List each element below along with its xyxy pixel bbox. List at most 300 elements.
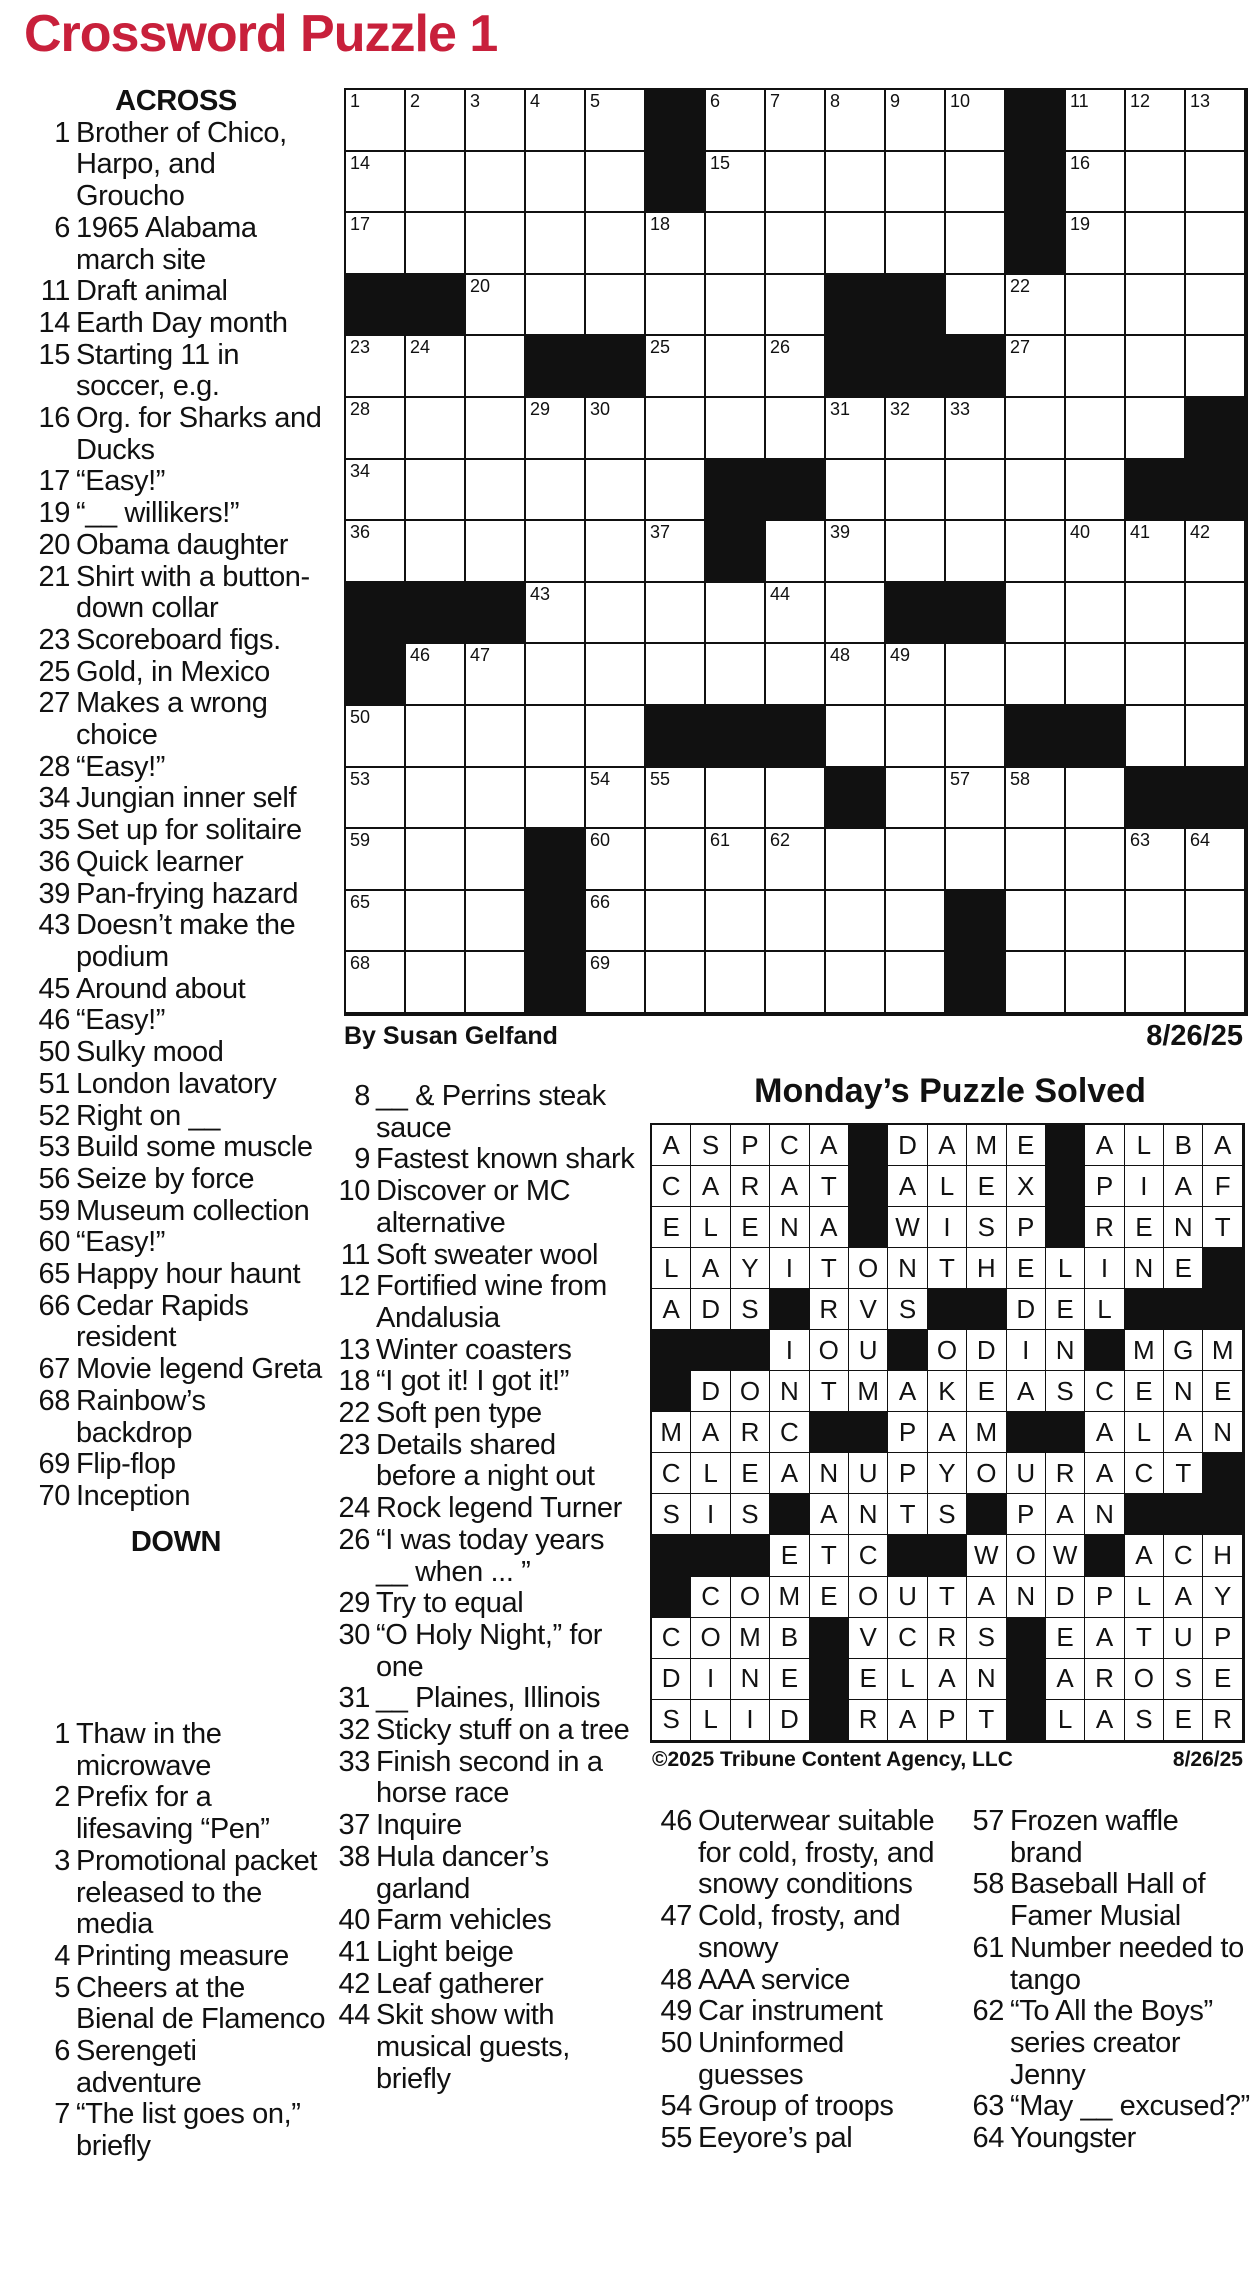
- grid-cell[interactable]: [346, 891, 406, 953]
- grid-cell[interactable]: [1066, 583, 1126, 645]
- grid-cell[interactable]: [766, 952, 826, 1014]
- grid-cell[interactable]: [946, 644, 1006, 706]
- down-clue[interactable]: [326, 1398, 636, 1430]
- grid-cell[interactable]: [1006, 891, 1066, 953]
- grid-cell[interactable]: [1006, 275, 1066, 337]
- solved-black-square: [849, 1207, 888, 1248]
- grid-cell[interactable]: [1186, 952, 1246, 1014]
- grid-cell[interactable]: [766, 275, 826, 337]
- grid-cell[interactable]: [1066, 213, 1126, 275]
- grid-cell[interactable]: [706, 768, 766, 830]
- grid-cell[interactable]: [346, 706, 406, 768]
- grid-cell[interactable]: [1006, 583, 1066, 645]
- grid-cell[interactable]: [1066, 275, 1126, 337]
- cell-number: 4: [530, 91, 541, 111]
- down-clue[interactable]: [326, 1620, 636, 1683]
- clue-text: Starting 11 in soccer, e.g.: [76, 338, 240, 403]
- grid-cell[interactable]: [586, 829, 646, 891]
- across-clue[interactable]: [26, 1354, 326, 1386]
- down-clue[interactable]: [26, 1941, 326, 1973]
- grid-cell[interactable]: [466, 336, 526, 398]
- grid-cell[interactable]: [646, 891, 706, 953]
- down-clue[interactable]: [648, 2123, 953, 2155]
- across-clue[interactable]: [26, 625, 326, 657]
- grid-cell[interactable]: [526, 583, 586, 645]
- down-clue[interactable]: [326, 1144, 636, 1176]
- down-clue[interactable]: [648, 1996, 953, 2028]
- across-clue[interactable]: [26, 1196, 326, 1228]
- grid-cell[interactable]: [826, 213, 886, 275]
- down-clue[interactable]: [960, 1869, 1250, 1932]
- grid-cell[interactable]: [466, 213, 526, 275]
- grid-cell[interactable]: [886, 768, 946, 830]
- down-clue[interactable]: [648, 2028, 953, 2091]
- grid-cell[interactable]: [586, 644, 646, 706]
- grid-cell[interactable]: [766, 152, 826, 214]
- solved-letter: E: [1203, 1659, 1242, 1700]
- grid-cell[interactable]: [826, 706, 886, 768]
- grid-cell[interactable]: [1066, 521, 1126, 583]
- cell-number: 59: [350, 830, 371, 851]
- grid-cell[interactable]: [946, 460, 1006, 522]
- grid-cell[interactable]: [346, 90, 406, 152]
- grid-cell[interactable]: [1126, 829, 1186, 891]
- grid-cell[interactable]: [466, 644, 526, 706]
- grid-cell[interactable]: [886, 952, 946, 1014]
- solved-black-square: [652, 1371, 691, 1412]
- across-clue[interactable]: [26, 276, 326, 308]
- clue-number: 29: [338, 1587, 370, 1620]
- down-clue[interactable]: [326, 1493, 636, 1525]
- cell-number: 22: [1010, 275, 1031, 296]
- grid-cell[interactable]: [946, 706, 1006, 768]
- grid-cell[interactable]: [706, 90, 766, 152]
- cell-number: 26: [770, 337, 791, 358]
- grid-cell[interactable]: [466, 521, 526, 583]
- grid-cell[interactable]: [1126, 213, 1186, 275]
- down-clue[interactable]: [326, 1366, 636, 1398]
- grid-cell[interactable]: [466, 460, 526, 522]
- down-clue[interactable]: [960, 2123, 1250, 2155]
- grid-cell[interactable]: [466, 952, 526, 1014]
- grid-cell[interactable]: [886, 460, 946, 522]
- grid-cell[interactable]: [886, 213, 946, 275]
- solved-letter: E: [770, 1659, 809, 1700]
- clue-text: Rock legend Turner: [376, 1492, 622, 1525]
- down-clue[interactable]: [26, 1782, 326, 1845]
- grid-cell[interactable]: [406, 460, 466, 522]
- grid-cell[interactable]: [1186, 706, 1246, 768]
- across-clue[interactable]: [26, 562, 326, 625]
- across-clue[interactable]: [26, 1005, 326, 1037]
- grid-cell[interactable]: [1186, 275, 1246, 337]
- down-clue[interactable]: [26, 1719, 326, 1782]
- grid-cell[interactable]: [766, 768, 826, 830]
- grid-cell[interactable]: [1066, 768, 1126, 830]
- grid-cell[interactable]: [706, 891, 766, 953]
- grid-cell[interactable]: [1066, 644, 1126, 706]
- grid-cell[interactable]: [526, 152, 586, 214]
- solved-letter: A: [691, 1166, 730, 1207]
- down-clue[interactable]: [326, 1905, 636, 1937]
- grid-cell[interactable]: [1186, 829, 1246, 891]
- grid-cell[interactable]: [406, 891, 466, 953]
- grid-cell[interactable]: [1126, 583, 1186, 645]
- grid-cell[interactable]: [466, 891, 526, 953]
- grid-cell[interactable]: [406, 336, 466, 398]
- grid-cell[interactable]: [466, 275, 526, 337]
- across-clue[interactable]: [26, 815, 326, 847]
- across-clue[interactable]: [26, 1449, 326, 1481]
- across-clue[interactable]: [26, 688, 326, 751]
- across-clue[interactable]: [26, 974, 326, 1006]
- across-clue[interactable]: [26, 1132, 326, 1164]
- grid-cell[interactable]: [586, 460, 646, 522]
- grid-cell[interactable]: [886, 521, 946, 583]
- grid-cell[interactable]: [526, 275, 586, 337]
- grid-cell[interactable]: [886, 706, 946, 768]
- grid-cell[interactable]: [946, 213, 1006, 275]
- grid-cell[interactable]: [406, 521, 466, 583]
- clue-number: 5: [54, 1971, 70, 2004]
- down-clue[interactable]: [326, 1240, 636, 1272]
- grid-cell[interactable]: [1006, 644, 1066, 706]
- grid-cell[interactable]: [406, 213, 466, 275]
- down-clue[interactable]: [648, 1901, 953, 1964]
- grid-cell[interactable]: [1006, 521, 1066, 583]
- grid-cell[interactable]: [886, 829, 946, 891]
- grid-cell[interactable]: [466, 829, 526, 891]
- solved-letter: E: [1046, 1289, 1085, 1330]
- grid-cell[interactable]: [766, 583, 826, 645]
- clue-number: 10: [338, 1175, 370, 1208]
- grid-cell[interactable]: [586, 521, 646, 583]
- down-clue[interactable]: [648, 1965, 953, 1997]
- clue-text: “Easy!”: [76, 1004, 166, 1037]
- grid-cell[interactable]: [586, 398, 646, 460]
- grid-cell[interactable]: [706, 213, 766, 275]
- grid-cell[interactable]: [346, 768, 406, 830]
- grid-cell[interactable]: [1006, 398, 1066, 460]
- grid-cell[interactable]: [1186, 644, 1246, 706]
- grid-cell[interactable]: [646, 275, 706, 337]
- grid-cell[interactable]: [646, 768, 706, 830]
- grid-cell[interactable]: [706, 952, 766, 1014]
- grid-cell[interactable]: [1186, 152, 1246, 214]
- grid-cell[interactable]: [826, 952, 886, 1014]
- grid-cell[interactable]: [1186, 90, 1246, 152]
- grid-cell[interactable]: [1126, 644, 1186, 706]
- grid-cell[interactable]: [646, 398, 706, 460]
- grid-cell[interactable]: [766, 398, 826, 460]
- grid-cell[interactable]: [1126, 952, 1186, 1014]
- solved-letter: D: [967, 1330, 1006, 1371]
- across-clue[interactable]: [26, 1481, 326, 1513]
- grid-cell[interactable]: [466, 152, 526, 214]
- across-clue[interactable]: [26, 340, 326, 403]
- grid-cell[interactable]: [1006, 768, 1066, 830]
- crossword-grid[interactable]: [344, 88, 1248, 1016]
- grid-cell[interactable]: [886, 90, 946, 152]
- grid-cell[interactable]: [706, 275, 766, 337]
- grid-cell[interactable]: [526, 398, 586, 460]
- grid-cell[interactable]: [526, 213, 586, 275]
- down-clue[interactable]: [960, 1996, 1250, 2091]
- grid-cell[interactable]: [346, 460, 406, 522]
- grid-cell[interactable]: [406, 398, 466, 460]
- grid-cell[interactable]: [346, 398, 406, 460]
- grid-cell[interactable]: [1126, 521, 1186, 583]
- grid-cell[interactable]: [946, 152, 1006, 214]
- grid-cell[interactable]: [826, 152, 886, 214]
- grid-cell[interactable]: [1006, 460, 1066, 522]
- grid-cell[interactable]: [466, 90, 526, 152]
- grid-cell[interactable]: [406, 152, 466, 214]
- down-clue[interactable]: [326, 1747, 636, 1810]
- down-clue[interactable]: [326, 1525, 636, 1588]
- grid-cell[interactable]: [1066, 829, 1126, 891]
- down-clue[interactable]: [326, 1969, 636, 2001]
- grid-cell[interactable]: [346, 952, 406, 1014]
- down-clue[interactable]: [326, 1715, 636, 1747]
- clue-number: 64: [972, 2122, 1004, 2155]
- grid-cell[interactable]: [1126, 275, 1186, 337]
- clue-number: 63: [972, 2090, 1004, 2123]
- grid-cell[interactable]: [1066, 952, 1126, 1014]
- grid-cell[interactable]: [646, 213, 706, 275]
- down-clue[interactable]: [326, 1081, 636, 1144]
- grid-cell[interactable]: [1006, 829, 1066, 891]
- solved-letter: L: [928, 1166, 967, 1207]
- down-clue[interactable]: [326, 1842, 636, 1905]
- clue-text: London lavatory: [76, 1067, 277, 1100]
- across-clue[interactable]: [26, 1227, 326, 1259]
- grid-cell[interactable]: [526, 90, 586, 152]
- grid-cell[interactable]: [826, 829, 886, 891]
- across-clue[interactable]: [26, 879, 326, 911]
- grid-cell[interactable]: [946, 768, 1006, 830]
- grid-cell[interactable]: [946, 521, 1006, 583]
- grid-cell[interactable]: [766, 336, 826, 398]
- across-clue[interactable]: [26, 1069, 326, 1101]
- across-clue[interactable]: [26, 1101, 326, 1133]
- down-clue[interactable]: [648, 1806, 953, 1901]
- grid-cell[interactable]: [826, 583, 886, 645]
- grid-cell[interactable]: [706, 583, 766, 645]
- clue-text: Leaf gatherer: [376, 1967, 544, 2000]
- clue-text: “Easy!”: [76, 750, 166, 783]
- across-clue[interactable]: [26, 783, 326, 815]
- grid-cell[interactable]: [406, 768, 466, 830]
- grid-cell[interactable]: [526, 706, 586, 768]
- grid-cell[interactable]: [826, 521, 886, 583]
- grid-cell[interactable]: [1186, 521, 1246, 583]
- across-clue[interactable]: [26, 530, 326, 562]
- clue-number: 7: [54, 2098, 70, 2131]
- grid-cell[interactable]: [946, 275, 1006, 337]
- grid-cell[interactable]: [1186, 891, 1246, 953]
- across-clue[interactable]: [26, 1386, 326, 1449]
- clue-number: 44: [338, 1999, 370, 2032]
- grid-cell[interactable]: [1066, 152, 1126, 214]
- grid-cell[interactable]: [1126, 336, 1186, 398]
- down-clue[interactable]: [26, 2036, 326, 2099]
- grid-cell[interactable]: [646, 583, 706, 645]
- down-clue[interactable]: [326, 1176, 636, 1239]
- grid-cell[interactable]: [1066, 398, 1126, 460]
- grid-cell[interactable]: [706, 398, 766, 460]
- grid-cell[interactable]: [826, 460, 886, 522]
- grid-cell[interactable]: [1066, 891, 1126, 953]
- grid-cell[interactable]: [826, 644, 886, 706]
- grid-cell[interactable]: [586, 213, 646, 275]
- solved-letter: E: [1125, 1207, 1164, 1248]
- grid-cell[interactable]: [586, 583, 646, 645]
- grid-cell[interactable]: [346, 829, 406, 891]
- grid-cell[interactable]: [766, 829, 826, 891]
- grid-cell[interactable]: [1126, 90, 1186, 152]
- grid-cell[interactable]: [1066, 90, 1126, 152]
- grid-cell[interactable]: [586, 706, 646, 768]
- grid-cell[interactable]: [1066, 460, 1126, 522]
- grid-cell[interactable]: [1006, 952, 1066, 1014]
- grid-cell[interactable]: [1186, 336, 1246, 398]
- down-clue[interactable]: [960, 1933, 1250, 1996]
- grid-cell[interactable]: [1126, 398, 1186, 460]
- grid-cell[interactable]: [826, 90, 886, 152]
- grid-cell[interactable]: [346, 521, 406, 583]
- grid-cell[interactable]: [766, 891, 826, 953]
- grid-cell[interactable]: [346, 213, 406, 275]
- grid-cell[interactable]: [1186, 583, 1246, 645]
- grid-cell[interactable]: [706, 152, 766, 214]
- grid-cell[interactable]: [766, 90, 826, 152]
- clue-text: Soft pen type: [376, 1397, 542, 1430]
- grid-cell[interactable]: [1186, 213, 1246, 275]
- grid-cell[interactable]: [1126, 891, 1186, 953]
- grid-cell[interactable]: [946, 90, 1006, 152]
- across-clue[interactable]: [26, 213, 326, 276]
- down-clue[interactable]: [26, 1973, 326, 2036]
- solved-letter: W: [888, 1207, 927, 1248]
- grid-cell[interactable]: [886, 891, 946, 953]
- grid-cell[interactable]: [646, 829, 706, 891]
- solved-letter: T: [888, 1494, 927, 1535]
- across-clue[interactable]: [26, 1259, 326, 1291]
- across-clue[interactable]: [26, 466, 326, 498]
- grid-cell[interactable]: [406, 644, 466, 706]
- across-clue[interactable]: [26, 752, 326, 784]
- grid-cell[interactable]: [406, 829, 466, 891]
- across-clue[interactable]: [26, 1291, 326, 1354]
- grid-cell[interactable]: [526, 460, 586, 522]
- grid-cell[interactable]: [706, 336, 766, 398]
- grid-cell[interactable]: [886, 398, 946, 460]
- solved-letter: I: [731, 1700, 770, 1741]
- grid-cell[interactable]: [586, 768, 646, 830]
- across-clue[interactable]: [26, 1164, 326, 1196]
- grid-cell[interactable]: [466, 768, 526, 830]
- down-clue[interactable]: [326, 1683, 636, 1715]
- across-clue[interactable]: [26, 498, 326, 530]
- grid-cell[interactable]: [586, 952, 646, 1014]
- grid-cell[interactable]: [646, 460, 706, 522]
- down-clue[interactable]: [960, 2091, 1250, 2123]
- across-clue[interactable]: [26, 118, 326, 213]
- grid-cell[interactable]: [766, 521, 826, 583]
- grid-cell[interactable]: [706, 829, 766, 891]
- black-square: [706, 521, 766, 583]
- clue-number: 68: [38, 1384, 70, 1417]
- across-clue[interactable]: [26, 847, 326, 879]
- solved-letter: P: [1203, 1618, 1242, 1659]
- grid-cell[interactable]: [826, 398, 886, 460]
- down-clue[interactable]: [326, 2000, 636, 2095]
- grid-cell[interactable]: [406, 706, 466, 768]
- down-clue[interactable]: [26, 2099, 326, 2162]
- solved-letter: A: [928, 1412, 967, 1453]
- down-clue[interactable]: [326, 1810, 636, 1842]
- grid-cell[interactable]: [766, 213, 826, 275]
- grid-cell[interactable]: [646, 521, 706, 583]
- grid-cell[interactable]: [646, 952, 706, 1014]
- grid-cell[interactable]: [586, 152, 646, 214]
- down-clue[interactable]: [26, 1846, 326, 1941]
- grid-cell[interactable]: [526, 644, 586, 706]
- grid-cell[interactable]: [526, 768, 586, 830]
- across-clue[interactable]: [26, 910, 326, 973]
- down-clue[interactable]: [326, 1937, 636, 1969]
- grid-cell[interactable]: [346, 152, 406, 214]
- grid-cell[interactable]: [886, 152, 946, 214]
- grid-cell[interactable]: [706, 644, 766, 706]
- grid-cell[interactable]: [1126, 152, 1186, 214]
- grid-cell[interactable]: [466, 398, 526, 460]
- grid-cell[interactable]: [946, 398, 1006, 460]
- grid-cell[interactable]: [766, 644, 826, 706]
- across-clue[interactable]: [26, 1037, 326, 1069]
- down-clue[interactable]: [326, 1430, 636, 1493]
- down-clue[interactable]: [326, 1588, 636, 1620]
- grid-cell[interactable]: [586, 275, 646, 337]
- grid-cell[interactable]: [1006, 336, 1066, 398]
- clue-number: 54: [660, 2090, 692, 2123]
- grid-cell[interactable]: [526, 521, 586, 583]
- grid-cell[interactable]: [886, 644, 946, 706]
- grid-cell[interactable]: [406, 952, 466, 1014]
- grid-cell[interactable]: [346, 336, 406, 398]
- grid-cell[interactable]: [466, 706, 526, 768]
- grid-cell[interactable]: [646, 336, 706, 398]
- clue-text: Around about: [76, 972, 246, 1005]
- down-clue[interactable]: [326, 1335, 636, 1367]
- grid-cell[interactable]: [1066, 336, 1126, 398]
- grid-cell[interactable]: [406, 90, 466, 152]
- grid-cell[interactable]: [646, 644, 706, 706]
- grid-cell[interactable]: [586, 90, 646, 152]
- grid-cell[interactable]: [1126, 706, 1186, 768]
- across-clue[interactable]: [26, 403, 326, 466]
- down-clue[interactable]: [960, 1806, 1250, 1869]
- down-clue[interactable]: [648, 2091, 953, 2123]
- down-clue[interactable]: [326, 1271, 636, 1334]
- across-clue[interactable]: [26, 308, 326, 340]
- across-clue[interactable]: [26, 657, 326, 689]
- grid-cell[interactable]: [826, 891, 886, 953]
- solved-letter: C: [1164, 1535, 1203, 1576]
- grid-cell[interactable]: [586, 891, 646, 953]
- grid-cell[interactable]: [946, 829, 1006, 891]
